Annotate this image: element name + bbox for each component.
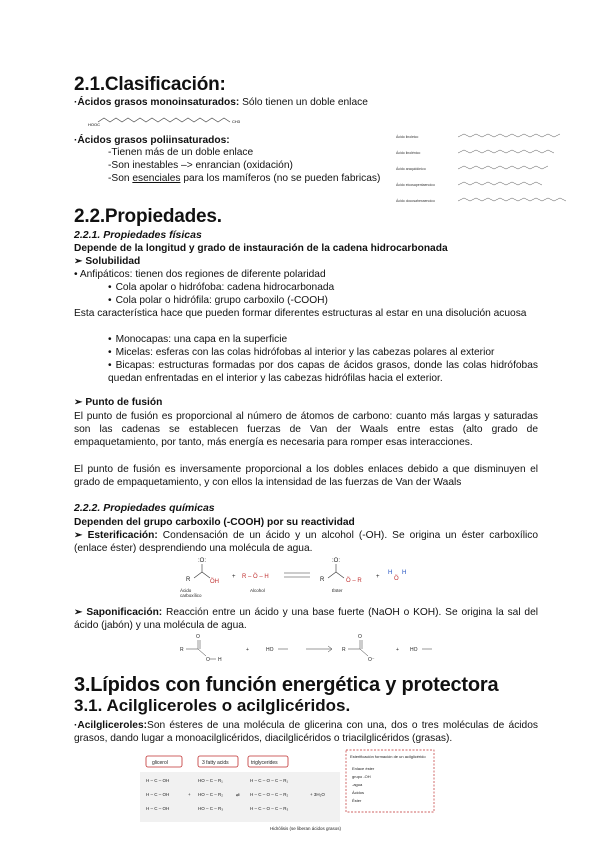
svg-text:H – C – OH: H – C – OH [146, 792, 170, 797]
svg-text:H: H [402, 570, 407, 576]
legend-title: Esterificación formación de un acilglicérido [350, 754, 426, 759]
chemical-intro: Dependen del grupo carboxilo (-COOH) por su reactividad [74, 517, 355, 528]
esterification-paragraph: ➢ Esterificación: Condensación de un ácido y un alcohol (-OH). Se origina un éster carboxílico (enlace éster) desprendiendo una molécula de agua. [74, 530, 538, 554]
mono-text: Sólo tienen un doble enlace [239, 97, 368, 108]
svg-text:R: R [342, 647, 346, 653]
svg-text:R – Ö – H: R – Ö – H [242, 574, 269, 580]
polar-head-item: • Cola polar o hidrófila: grupo carboxilo (-COOH) [108, 294, 328, 307]
svg-text::O:: :O: [332, 558, 341, 564]
poli-label: ·Ácidos grasos poliinsaturados: [74, 135, 230, 146]
svg-text:Ácidos: Ácidos [352, 790, 365, 795]
section-title-3: 3.Lípidos con función energética y protectora [74, 674, 499, 696]
svg-text:+: + [376, 574, 380, 580]
svg-text:+: + [188, 792, 191, 797]
monounsaturated-structure [88, 110, 248, 132]
svg-text::O:: :O: [198, 558, 207, 564]
mono-label: ·Ácidos grasos monoinsaturados: [74, 97, 240, 108]
svg-text:H – C – O – C – R₃: H – C – O – C – R₃ [250, 806, 289, 811]
poli-item-2: -Son inestables –> enrancian (oxidación) [108, 160, 293, 171]
structures-paragraph: Esta característica hace que pueden formar diferentes estructuras al estar en una disolución acuosa [74, 308, 527, 319]
svg-text:R: R [320, 577, 325, 583]
svg-text:HO: HO [266, 647, 274, 653]
svg-text:Ácido eicosapentaenoico: Ácido eicosapentaenoico [396, 183, 435, 187]
svg-text:HO – C – R₂: HO – C – R₂ [198, 792, 224, 797]
svg-text:H – C – OH: H – C – OH [146, 806, 170, 811]
svg-text:-agua: -agua [352, 782, 363, 787]
svg-text:Alcohol: Alcohol [250, 588, 265, 593]
melting-point-paragraph-2: El punto de fusión es inversamente proporcional a los dobles enlaces debido a que disminuyen el grado de empaquetamiento, y con ellos la intensidad de las fuerzas de Van der Waals [74, 464, 538, 488]
svg-text:Ö – R: Ö – R [346, 578, 362, 584]
saponification-reaction [176, 632, 436, 666]
polyunsaturated-structures [396, 128, 576, 210]
melting-point-paragraph-1: El punto de fusión es proporcional al número de átomos de carbono: cuanto más largas y saturadas son las cadenas se establecen fuerzas de Van der Waals entre estas (alto grado de empaquetamiento, por tanto, más energía es necesaria para romper esas interacciones. [74, 411, 538, 448]
svg-text:Ácido linolénico: Ácido linolénico [396, 151, 421, 155]
melting-point-heading: ➢ Punto de fusión [74, 397, 163, 408]
poli-item-3: -Son esenciales para los mamíferos (no se pueden fabricas) [108, 173, 381, 184]
svg-text:carboxílico: carboxílico [180, 593, 202, 598]
saponification-paragraph: ➢ Saponificación: Reacción entre un ácido y una base fuerte (NaOH o KOH). Se origina la sal del ácido (jabón) y una molécula de agua. [74, 607, 538, 631]
svg-text:HOOC: HOOC [88, 122, 100, 127]
svg-text:HO – C – R₁: HO – C – R₁ [198, 778, 223, 783]
bilayer-item: • Bicapas: estructuras formadas por dos capas de ácidos grasos, donde las colas hidrófobas quedan enfrentadas en el interior y las cabezas hidrófilas hacia el exterior. [108, 359, 538, 385]
svg-text:O: O [206, 657, 210, 663]
physical-intro: Depende de la longitud y grado de instauración de la cadena hidrocarbonada [74, 243, 448, 254]
svg-text:H: H [218, 657, 222, 663]
svg-text:H – C – OH: H – C – OH [146, 778, 170, 783]
amphipathic-text: • Anfipáticos: tienen dos regiones de diferente polaridad [74, 269, 326, 280]
svg-text:H – C – O – C – R₁: H – C – O – C – R₁ [250, 778, 289, 783]
mono-line [74, 96, 368, 109]
svg-text:Éster: Éster [332, 588, 343, 593]
esterification-reaction [176, 556, 426, 602]
svg-text:O⁻: O⁻ [368, 657, 375, 663]
svg-text:Ácido linoleico: Ácido linoleico [396, 135, 419, 139]
svg-text:+: + [396, 647, 399, 653]
svg-text:Ácido docosahexaenoico: Ácido docosahexaenoico [396, 199, 435, 203]
hydrolysis-label: Hidrólisis (se liberan ácidos grasos) [270, 826, 342, 831]
svg-text:CH3: CH3 [232, 119, 241, 124]
solubility-heading: ➢ Solubilidad [74, 256, 141, 267]
svg-text:Éster: Éster [352, 798, 362, 803]
svg-text:H – C – O – C – R₂: H – C – O – C – R₂ [250, 792, 289, 797]
svg-text:Ácido: Ácido [180, 588, 192, 593]
svg-text:HO: HO [410, 647, 418, 653]
svg-text:Enlace éster: Enlace éster [352, 766, 375, 771]
section-title-2-1: 2.1.Clasificación: [74, 74, 226, 95]
subsection-chemical: 2.2.2. Propiedades químicas [74, 502, 215, 514]
triglyceride-diagram [140, 748, 440, 838]
acylglycerol-paragraph: ·Acilgliceroles:Son ésteres de una molécula de glicerina con una, dos o tres moléculas de ácidos grasos, dando lugar a monoacilglicéridos, diacilglicéridos o triacilglicéridos (grasas). [74, 720, 538, 744]
svg-text:O: O [358, 634, 362, 640]
svg-text:⇌: ⇌ [236, 792, 240, 797]
svg-text:+: + [246, 647, 249, 653]
svg-text:H: H [388, 570, 393, 576]
section-title-3-1: 3.1. Acilgliceroles o acilglicéridos. [74, 696, 351, 715]
svg-text:+: + [232, 574, 236, 580]
glycerol-box-label: glicerol [152, 760, 168, 766]
svg-text:grupo -OH: grupo -OH [352, 774, 371, 779]
svg-text:ÖH: ÖH [210, 579, 219, 585]
svg-text:HO – C – R₃: HO – C – R₃ [198, 806, 224, 811]
apolar-tail-item: • Cola apolar o hidrófoba: cadena hidrocarbonada [108, 281, 334, 294]
subsection-physical: 2.2.1. Propiedades físicas [74, 229, 202, 241]
svg-text:O: O [196, 634, 200, 640]
svg-text:+ 3H₂O: + 3H₂O [310, 792, 325, 797]
fatty-acids-box-label: 3 fatty acids [202, 760, 229, 766]
svg-text:R: R [186, 577, 191, 583]
micelle-item: • Micelas: esferas con las colas hidrófobas al interior y las cabezas polares al exterior [108, 346, 494, 359]
svg-text:Ácido araquidónico: Ácido araquidónico [396, 167, 426, 171]
monolayer-item: • Monocapas: una capa en la superficie [108, 333, 287, 346]
poli-item-1: -Tienen más de un doble enlace [108, 147, 254, 158]
svg-text:R: R [180, 647, 184, 653]
section-title-2-2: 2.2.Propiedades. [74, 206, 222, 227]
triglycerides-box-label: triglycerides [251, 760, 278, 766]
svg-text:Ö: Ö [394, 576, 399, 582]
